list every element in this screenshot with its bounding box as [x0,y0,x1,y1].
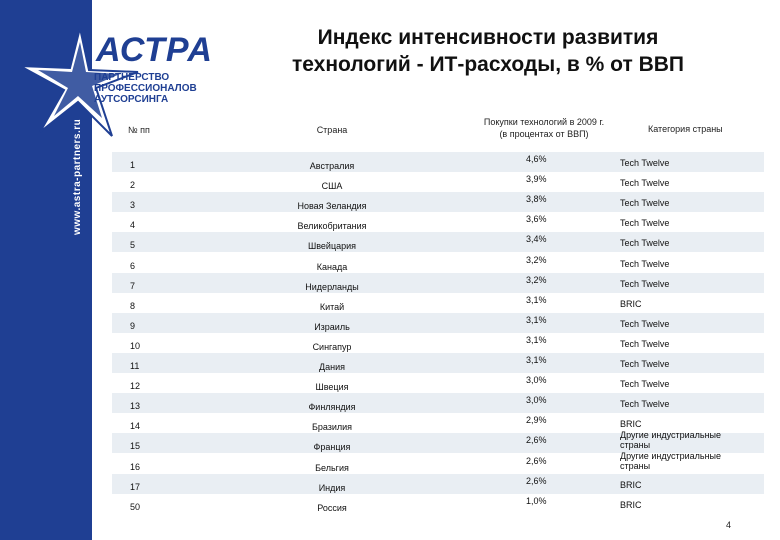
row-number: 7 [130,280,136,291]
row-number: 14 [130,421,141,432]
brand-subtitle-line: ПРОФЕССИОНАЛОВ [94,83,197,94]
brand-subtitle [94,72,204,105]
table-row [112,273,764,293]
table-row [112,373,764,393]
row-percent: 3,9% [526,174,547,185]
brand-subtitle-line: АУТСОРСИНГА [94,94,169,105]
row-category: Tech Twelve [620,278,670,289]
row-category: Tech Twelve [620,158,670,168]
row-country: Бразилия [311,422,353,433]
row-number: 3 [130,200,136,211]
row-number: 50 [130,501,141,512]
row-country: Франция [313,442,351,453]
row-category: Другие индустриальные [620,450,722,461]
row-category: BRIC [620,419,642,430]
row-country: Новая Зеландия [297,201,367,212]
row-country: Швейцария [307,241,357,252]
row-category: Tech Twelve [620,218,670,229]
table-row [112,152,764,172]
row-number: 15 [130,441,141,452]
row-country: Австралия [309,161,355,171]
header-no: № пп [128,125,150,135]
header-percent-line-1: Покупки технологий в 2009 г. [483,117,605,127]
row-number: 8 [130,300,136,311]
table-row [112,474,764,494]
brand-subtitle-line: ПАРТНЕРСТВО [94,72,170,83]
row-category: BRIC [620,298,642,309]
row-country: Швеция [315,382,349,393]
row-number: 1 [130,160,136,170]
row-category: Tech Twelve [620,399,670,410]
row-country: Великобритания [297,221,367,232]
row-country: Сингапур [312,341,352,352]
row-percent: 3,1% [526,334,547,345]
row-country: США [321,181,343,192]
table-row [112,293,764,313]
row-number: 13 [130,401,141,412]
row-category-line-2: страны [620,460,651,471]
table-row [112,333,764,353]
header-percent-line-2: (в процентах от ВВП) [499,129,589,139]
row-country: Россия [317,502,347,513]
row-percent: 3,0% [526,395,547,406]
row-category: Tech Twelve [620,379,670,390]
table-row [112,212,764,232]
row-percent: 2,6% [526,475,547,486]
row-percent: 3,1% [526,355,547,365]
header-country: Страна [316,125,348,135]
title-line-2: технологий - ИТ-расходы, в % от ВВП [291,53,685,76]
row-category: Tech Twelve [620,318,670,329]
row-number: 11 [130,361,140,371]
row-category: Другие индустриальные [620,430,722,441]
row-number: 10 [130,340,141,351]
row-country: Дания [319,362,345,372]
row-category: BRIC [620,499,642,510]
page-number: 4 [726,520,732,530]
row-category: Tech Twelve [620,258,670,269]
row-country: Израиль [314,321,350,332]
header-category: Категория страны [648,124,723,134]
row-number: 5 [130,240,136,251]
row-percent: 3,4% [526,234,547,245]
row-percent: 3,2% [526,274,547,285]
row-category-line-2: страны [620,440,651,451]
row-percent: 1,0% [526,495,547,506]
title-line-1: Индекс интенсивности развития [317,26,659,49]
row-number: 2 [130,180,136,191]
row-percent: 3,2% [526,254,547,265]
table-row [112,393,764,413]
row-number: 17 [130,481,141,492]
row-country: Нидерланды [305,281,359,292]
table-row [112,192,764,212]
table-row [112,253,764,273]
header-percent [446,116,642,140]
website-url: www.astra-partners.ru [72,118,83,235]
row-category: Tech Twelve [620,178,670,189]
row-percent: 3,6% [526,214,547,225]
table-row [112,450,764,474]
row-category: Tech Twelve [620,359,670,369]
row-number: 6 [130,260,136,271]
row-country: Китай [319,301,345,312]
row-percent: 3,0% [526,375,547,386]
row-category: Tech Twelve [620,198,670,209]
row-country: Финляндия [308,402,356,413]
table-row [112,172,764,192]
brand-name: АСТРА [96,31,213,69]
table-row [112,494,764,514]
row-number: 16 [130,461,141,472]
row-country: Бельгия [315,462,349,473]
row-percent: 2,6% [526,435,547,446]
row-country: Индия [318,482,346,493]
page-title [228,24,748,78]
row-category: BRIC [620,479,642,490]
row-percent: 2,6% [526,455,547,466]
table-row [112,232,764,252]
row-percent: 2,9% [526,415,547,426]
row-percent: 3,1% [526,294,547,305]
row-country: Канада [316,261,348,272]
row-number: 4 [130,220,136,231]
row-percent: 4,6% [526,154,547,164]
row-percent: 3,8% [526,194,547,205]
table-row [112,313,764,333]
row-number: 9 [130,320,136,331]
table-row [112,353,764,373]
row-number: 12 [130,381,141,392]
row-category: Tech Twelve [620,238,670,249]
row-percent: 3,1% [526,314,547,325]
row-category: Tech Twelve [620,338,670,349]
